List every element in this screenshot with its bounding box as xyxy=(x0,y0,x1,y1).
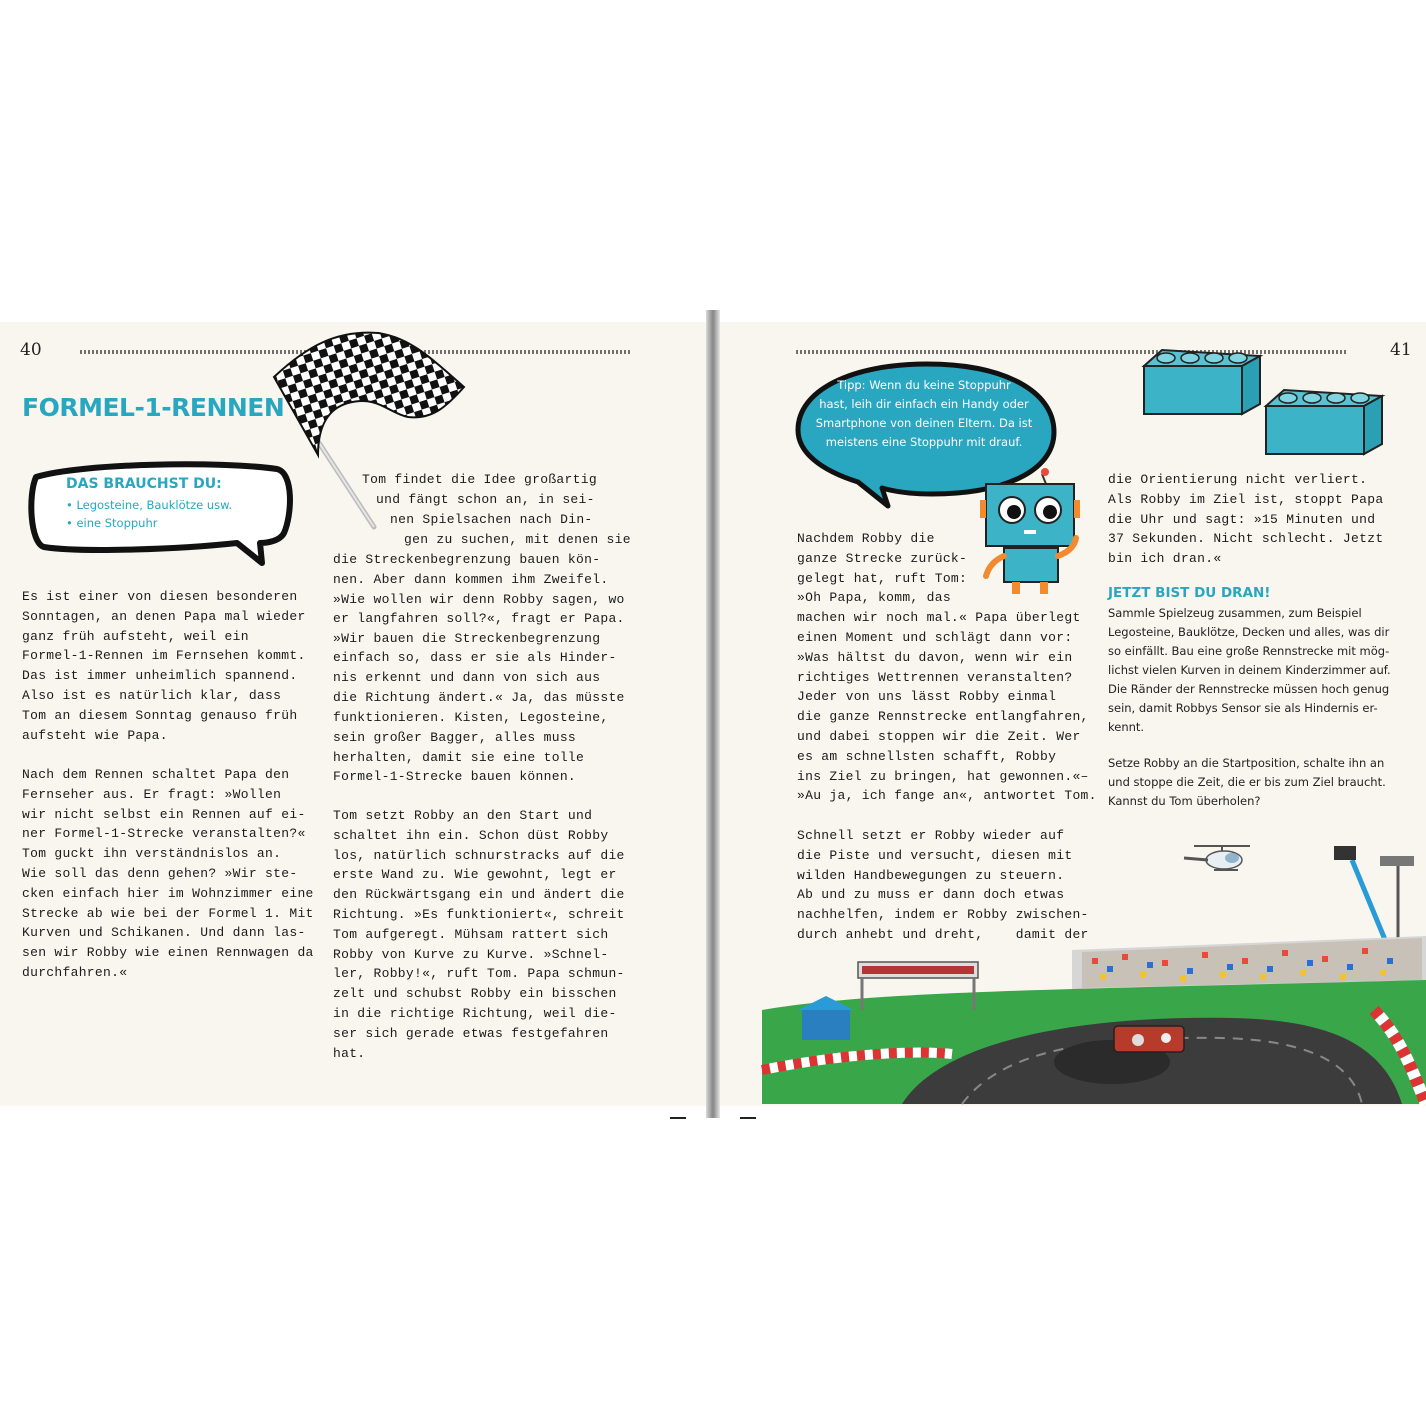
lego-brick-icon xyxy=(1264,388,1386,460)
left-col2-paragraph-2: Tom setzt Robby an den Start und schaltet ihn ein. Schon düst Robby los, natürlich schnurstracks auf die erste Wand zu. Wie gewohnt, legt er den Rückwärtsgang ein und ändert die Richtung. »Es funktioniert«, schreit Tom aufgeregt. Mühsam rattert sich Robby von Kurve zu Kurve. »Schnel- ler, Robby!«, ruft Tom. Papa schmun- zelt und schubst Robby ein bisschen in die richtige Richtung, weil die- ser sich gerade etwas festgefahren hat. xyxy=(333,808,625,1061)
left-col2-line: »Wie wollen wir denn Robby sagen, wo xyxy=(333,592,625,607)
left-col2-line: gen zu suchen, mit denen sie xyxy=(404,532,631,547)
left-col2-line: er langfahren soll?«, fragt er Papa. xyxy=(333,611,625,626)
page-number-left: 40 xyxy=(20,340,42,360)
left-col1-paragraph-1: Es ist einer von diesen besonderen Sonntagen, an denen Papa mal wieder ganz früh aufsteht, weil ein Formel-1-Rennen im Fernsehen kommt. Das ist immer unheimlich spannend. Also ist es natürlich klar, dass Tom an diesem Sonntag genauso früh aufsteht wie Papa. xyxy=(22,589,306,743)
left-col2-line: Tom findet die Idee großartig xyxy=(362,472,597,487)
lego-brick-icon xyxy=(1142,348,1264,420)
page-title: FORMEL-1-RENNEN xyxy=(22,393,285,422)
left-col2-line: die Richtung ändert.« Ja, das müsste xyxy=(333,690,625,705)
needs-item: • eine Stoppuhr xyxy=(66,516,158,530)
tip-text: Tipp: Wenn du keine Stoppuhr hast, leih dir einfach ein Handy oder Smartphone von deinen Eltern. Da ist meistens eine Stoppuhr mit drauf. xyxy=(815,378,1033,449)
book-gutter xyxy=(706,310,720,1118)
left-col2-line: funktionieren. Kisten, Legosteine, xyxy=(333,710,609,725)
right-col1-paragraph-2: Schnell setzt er Robby wieder auf die Piste und versucht, diesen mit wilden Handbewegungen zu steuern. Ab und zu muss er dann doch etwas nachhelfen, indem er Robby zwischen- durch anhebt und dreht, damit der xyxy=(797,828,1089,942)
jetzt-paragraph-1: Sammle Spielzeug zusammen, zum Beispiel Legosteine, Bauklötze, Decken und alles, was dir so einfällt. Bau eine große Rennstrecke mit mög- lichst vielen Kurven in deinem Kinderzimmer auf. Die Ränder der Rennstrecke müssen hoch genug sein, damit Robbys Sensor sie als Hindernis er- kennt. xyxy=(1108,606,1391,734)
page-number-right: 41 xyxy=(1390,340,1412,360)
left-col2-line: nen. Aber dann kommen ihm Zweifel. xyxy=(333,572,609,587)
left-col2-line: herhalten, damit sie eine tolle xyxy=(333,750,585,765)
left-col2-line: nen Spielsachen nach Din- xyxy=(390,512,593,527)
left-col2-line: die Streckenbegrenzung bauen kön- xyxy=(333,552,601,567)
left-col1-paragraph-2: Nach dem Rennen schaltet Papa den Fernseher aus. Er fragt: »Wollen wir nicht selbst ein Rennen auf ei- ner Formel-1-Strecke veranstalten?« Tom guckt ihn verständnislos an. Wie soll das denn gehen? »Wir ste- cken einfach hier im Wohnzimmer eine Strecke ab wie bei der Formel 1. Mit Kurven und Schikanen. Und dann las- sen wir Robby wie einen Rennwagen da durchfahren.« xyxy=(22,767,314,980)
right-col2-paragraph-1: die Orientierung nicht verliert. Als Robby im Ziel ist, stoppt Papa die Uhr und sagt: »15 Minuten und 37 Sekunden. Nicht schlecht. Jetzt bin ich dran.« xyxy=(1108,472,1384,567)
left-col2-line: nis erkennt und dann von sich aus xyxy=(333,670,601,685)
jetzt-paragraph-2: Setze Robby an die Startposition, schalte ihn an und stoppe die Zeit, die er bis zum Ziel braucht. Kannst du Tom überholen? xyxy=(1108,756,1386,808)
left-col2-line: einfach so, dass er sie als Hinder- xyxy=(333,650,617,665)
right-col1-paragraph-1: Nachdem Robby die ganze Strecke zurück- gelegt hat, ruft Tom: »Oh Papa, komm, das machen wir noch mal.« Papa überlegt einen Moment und schlägt dann vor: »Was hältst du davon, wenn wir ein richtiges Wettrennen veranstalten? Jeder von uns lässt Robby einmal die ganze Rennstrecke entlangfahren, und dabei stoppen wir die Zeit. Wer es am schnellsten schafft, Robby ins Ziel zu bringen, hat gewonnen.«– »Au ja, ich fange an«, antwortet Tom. xyxy=(797,531,1097,804)
needs-title: DAS BRAUCHST DU: xyxy=(66,476,222,492)
race-track-illustration xyxy=(762,840,1426,1104)
jetzt-heading: JETZT BIST DU DRAN! xyxy=(1108,585,1271,601)
left-col2-line: »Wir bauen die Streckenbegrenzung xyxy=(333,631,601,646)
needs-item: • Legosteine, Bauklötze usw. xyxy=(66,498,233,512)
gutter-mark xyxy=(670,1117,686,1119)
left-col2-line: und fängt schon an, in sei- xyxy=(376,492,595,507)
left-col2-line: sein großer Bagger, alles muss xyxy=(333,730,577,745)
gutter-mark xyxy=(740,1117,756,1119)
left-col2-line: Formel-1-Strecke bauen können. xyxy=(333,769,577,784)
